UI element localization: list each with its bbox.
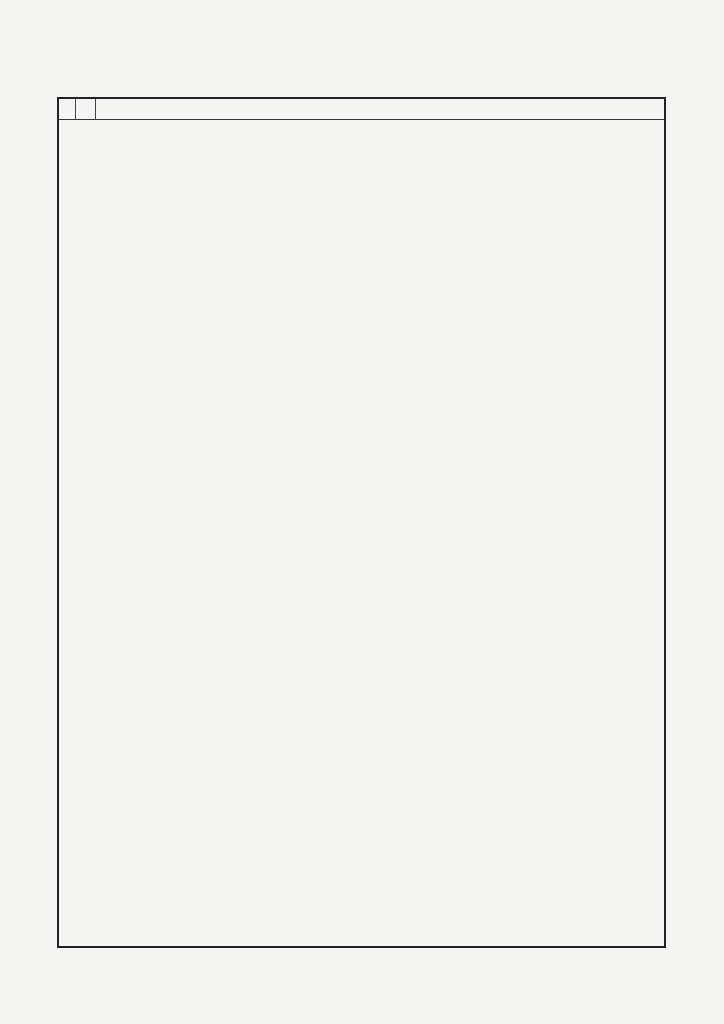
schedule-table bbox=[57, 97, 666, 948]
header-day bbox=[59, 99, 76, 119]
table-header bbox=[59, 99, 664, 120]
header-weekday bbox=[75, 99, 96, 119]
